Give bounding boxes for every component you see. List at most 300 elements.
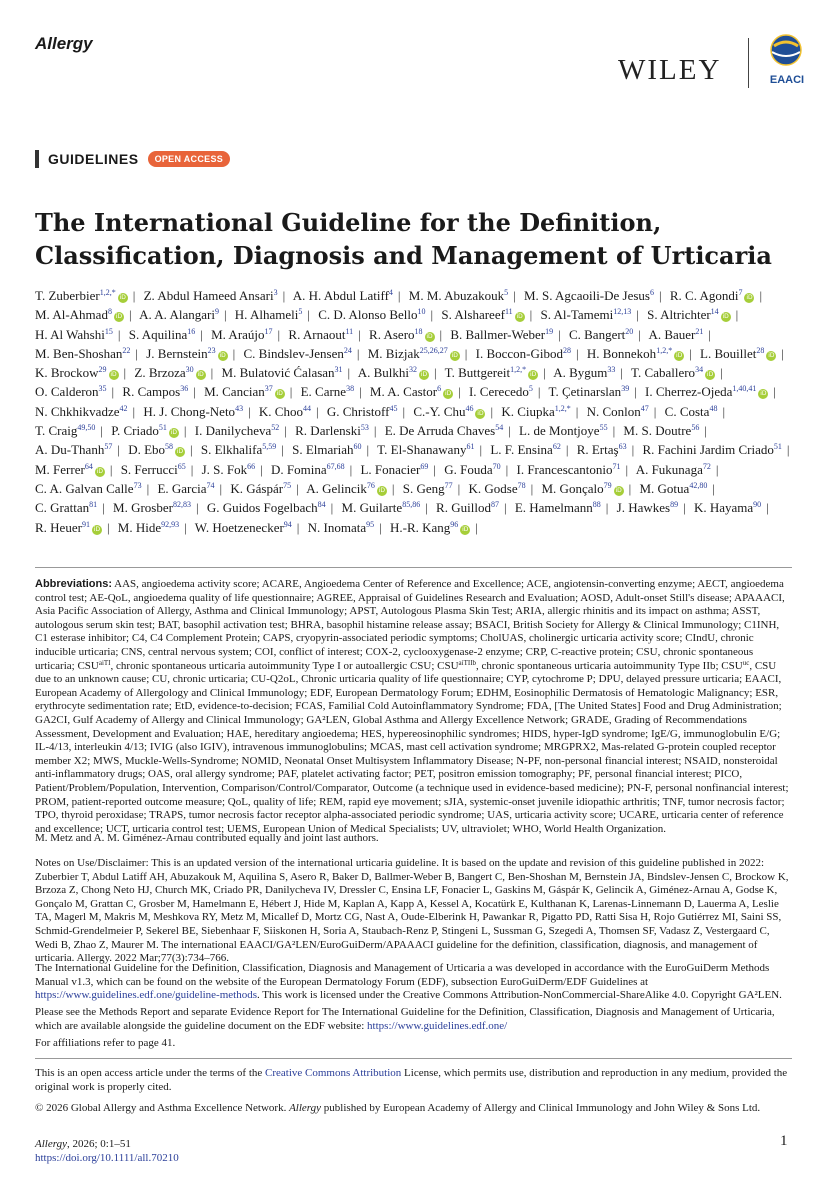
evidence-note: Please see the Methods Report and separate Evidence Report for The International Guideline for the Definition, Classification, Diagnosis and Management of Urticaria, which are available alongside the guideline document on the EDF website: https://www.guidelines.edf.one/ — [35, 1006, 775, 1032]
author-separator: | — [109, 461, 113, 477]
author-separator: | — [434, 365, 437, 381]
author-affiliation: 5 — [298, 307, 303, 317]
author-separator: | — [277, 326, 281, 342]
orcid-icon[interactable]: iD — [197, 371, 204, 379]
orcid-icon[interactable]: iD — [426, 332, 433, 340]
author-entry — [122, 384, 188, 399]
author-entry — [139, 307, 219, 322]
author-affiliation: 70 — [492, 461, 501, 471]
author-name: K. Hayama — [693, 500, 754, 516]
orcid-icon[interactable]: iD — [176, 448, 184, 456]
author-name: Z. Brzoza — [134, 365, 186, 381]
author-name: R. Heuer — [35, 519, 82, 535]
author-name: H. Alhameli — [234, 307, 299, 323]
author-separator: | — [503, 500, 507, 516]
author-separator: | — [689, 345, 692, 361]
author-entry — [35, 346, 130, 361]
author-name: K. Choo — [258, 403, 303, 419]
author-affiliation: 1,2,* — [554, 403, 571, 413]
author-separator: | — [347, 365, 351, 381]
author-entry — [636, 462, 711, 477]
author-separator: | — [123, 365, 127, 381]
author-affiliation: 10 — [417, 307, 426, 317]
author-name: M. Ferrer — [35, 461, 85, 477]
author-entry — [327, 404, 398, 419]
author-entry — [358, 365, 429, 380]
author-separator: | — [638, 326, 641, 342]
author-affiliation: 94 — [283, 519, 292, 529]
author-entry — [587, 404, 649, 419]
author-entry — [342, 500, 421, 515]
author-entry — [385, 423, 503, 438]
orcid-icon[interactable]: iD — [746, 294, 753, 301]
author-name: M. Cancian — [204, 384, 265, 400]
eaaci-logo-text: EAACI — [769, 74, 805, 86]
author-entry — [501, 404, 570, 419]
author-entry — [259, 404, 311, 419]
author-affiliation: 28 — [756, 345, 765, 355]
author-separator: | — [773, 384, 776, 400]
author-name: S. Aquilina — [128, 326, 188, 342]
author-entry — [645, 384, 768, 399]
author-name: M. Guilarte — [341, 500, 403, 516]
author-name: Z. Abdul Hameed Ansari — [143, 288, 274, 303]
orcid-icon[interactable]: iD — [420, 371, 428, 379]
author-entry — [577, 442, 627, 457]
footer-citation — [35, 1137, 179, 1165]
author-separator: | — [786, 442, 790, 458]
author-separator: | — [720, 365, 723, 381]
author-affiliation: 32 — [409, 365, 417, 375]
author-entry — [35, 481, 142, 496]
author-entry — [207, 500, 326, 515]
author-separator: | — [458, 384, 461, 400]
author-entry — [244, 346, 352, 361]
author-separator: | — [781, 345, 784, 361]
copyright-note: © 2026 Global Allergy and Asthma Excellence Network. Allergy published by European Academy of Allergy and Clinical Immunology and John Wiley & Sons Ltd. — [35, 1102, 761, 1114]
author-entry — [35, 288, 128, 303]
author-entry — [436, 500, 499, 515]
author-affiliation: 24 — [343, 345, 352, 355]
author-name: R. C. Agondi — [669, 288, 739, 303]
author-entry — [35, 365, 119, 380]
author-affiliation: 48 — [709, 403, 718, 413]
section-bar — [35, 150, 39, 168]
author-separator: | — [537, 384, 541, 400]
author-affiliation: 44 — [302, 403, 311, 413]
author-entry — [670, 288, 755, 303]
author-entry — [390, 520, 470, 535]
author-name: D. Fomina — [270, 461, 327, 477]
author-affiliation: 42,80 — [689, 480, 708, 490]
orcid-icon[interactable]: iD — [96, 467, 103, 475]
author-name: A. Bauer — [648, 326, 696, 342]
author-separator: | — [430, 307, 434, 323]
orcid-icon[interactable]: iD — [516, 313, 523, 321]
orcid-icon[interactable]: iD — [462, 525, 469, 533]
author-name: N. Conlon — [586, 403, 641, 419]
author-name: C. Costa — [664, 403, 710, 419]
author-affiliation: 45 — [389, 403, 398, 413]
author-name: M. Hide — [117, 519, 162, 535]
author-affiliation: 34 — [695, 365, 704, 375]
author-separator: | — [475, 519, 478, 535]
author-entry — [469, 384, 533, 399]
author-name: S. Altrichter — [647, 307, 711, 323]
author-affiliation: 71 — [612, 461, 621, 471]
author-name: R. Campos — [122, 384, 181, 400]
author-affiliation: 69 — [420, 461, 429, 471]
author-name: G. Guidos Fogelbach — [206, 500, 318, 516]
author-entry — [642, 442, 781, 457]
author-entry — [445, 365, 538, 380]
orcid-icon[interactable]: iD — [529, 371, 537, 379]
author-entry — [700, 346, 776, 361]
orcid-icon[interactable]: iD — [276, 390, 283, 398]
author-affiliation: 84 — [317, 500, 326, 510]
author-affiliation: 77 — [444, 480, 453, 490]
author-affiliation: 72 — [702, 461, 711, 471]
orcid-icon[interactable]: iD — [768, 351, 775, 359]
author-name: S. Elkhalifa — [200, 442, 263, 458]
author-entry — [144, 288, 278, 303]
author-affiliation: 81 — [89, 500, 98, 510]
author-separator: | — [490, 403, 494, 419]
author-name: H.-R. Kang — [390, 519, 451, 535]
author-entry — [222, 365, 343, 380]
author-name: G. Fouda — [444, 461, 493, 477]
author-entry — [157, 481, 214, 496]
author-entry — [631, 365, 715, 380]
author-name: S. Elmariah — [292, 442, 354, 458]
author-name: A. A. Alangari — [139, 307, 215, 323]
author-entry — [409, 288, 508, 303]
author-separator: | — [330, 500, 334, 516]
orcid-icon[interactable]: iD — [110, 371, 117, 379]
author-separator: | — [735, 307, 739, 323]
author-affiliation: 23 — [207, 345, 216, 355]
author-name: S. Ferrucci — [120, 461, 178, 477]
author-affiliation: 64 — [84, 461, 93, 471]
author-separator: | — [282, 288, 286, 303]
author-entry — [293, 288, 393, 303]
author-entry — [549, 384, 630, 399]
author-name: R. Darlenski — [295, 423, 361, 439]
author-affiliation: 92,93 — [161, 519, 180, 529]
author-name: J. Hawkes — [616, 500, 671, 516]
orcid-icon[interactable]: iD — [444, 390, 452, 398]
article-title: The International Guideline for the Definition, Classification, Diagnosis and Management of Urticaria — [35, 208, 772, 270]
author-affiliation: 17 — [264, 326, 273, 336]
author-name: L. Bouillet — [700, 345, 757, 361]
author-affiliation: 11 — [504, 307, 513, 317]
author-separator: | — [558, 326, 561, 342]
evidence-link[interactable]: https://www.guidelines.edf.one/ — [367, 1019, 508, 1032]
author-affiliation: 22 — [122, 345, 131, 355]
author-name: L. F. Ensina — [490, 442, 553, 458]
author-entry — [368, 346, 460, 361]
author-entry — [111, 423, 179, 438]
orcid-icon[interactable]: iD — [219, 351, 226, 359]
author-separator: | — [289, 384, 293, 400]
author-entry — [295, 423, 369, 438]
author-separator: | — [379, 519, 382, 535]
author-name: R. Arnaout — [288, 326, 346, 342]
author-entry — [35, 404, 127, 419]
author-separator: | — [605, 500, 609, 516]
author-affiliation: 33 — [607, 365, 616, 375]
author-name: N. Inomata — [307, 519, 367, 535]
author-entry — [370, 384, 453, 399]
author-affiliation: 76 — [366, 480, 375, 490]
author-entry — [301, 384, 354, 399]
orcid-icon[interactable]: iD — [170, 429, 178, 437]
methods-link[interactable]: https://www.guidelines.edf.one/guideline-methods — [35, 989, 257, 1002]
author-entry — [35, 327, 113, 342]
author-entry — [308, 520, 374, 535]
author-name: H. Bonnekoh — [586, 345, 657, 361]
author-separator: | — [117, 326, 121, 342]
author-affiliation: 78 — [517, 480, 526, 490]
author-affiliation: 87 — [490, 500, 499, 510]
author-name: I. Cerecedo — [468, 384, 529, 400]
author-separator: | — [708, 326, 711, 342]
author-separator: | — [683, 500, 686, 516]
author-affiliation: 46 — [465, 403, 474, 413]
footer-volume: , 2026; 0:1–51 — [66, 1138, 131, 1150]
author-separator: | — [530, 480, 534, 496]
author-name: E. Hamelmann — [514, 500, 593, 516]
author-affiliation: 56 — [691, 423, 700, 433]
author-entry — [271, 462, 345, 477]
author-entry — [476, 346, 571, 361]
author-entry — [617, 500, 678, 515]
author-affiliation: 89 — [670, 500, 679, 510]
author-separator: | — [464, 345, 468, 361]
author-name: K. Ciupka — [501, 403, 555, 419]
author-affiliation: 38 — [346, 384, 355, 394]
author-separator: | — [128, 307, 132, 323]
author-entry — [35, 462, 105, 477]
license-note: This is an open access article under the terms of the Creative Commons Attribution License, which permits use, distribution and reproduction in any medium, provided the original work is properly cited. — [35, 1067, 788, 1093]
author-separator: | — [715, 461, 719, 477]
author-entry — [121, 462, 186, 477]
author-name: M. Bulatović Ćalasan — [221, 365, 335, 381]
orcid-icon[interactable]: iD — [615, 486, 622, 494]
author-separator: | — [425, 500, 428, 516]
author-entry — [35, 442, 112, 457]
author-entry — [134, 365, 205, 380]
author-affiliation: 42 — [119, 403, 128, 413]
author-entry — [230, 481, 291, 496]
author-separator: | — [612, 423, 616, 439]
orcid-icon[interactable]: iD — [706, 371, 714, 379]
logo-divider — [748, 38, 749, 88]
author-entry — [211, 327, 272, 342]
orcid-icon[interactable]: iD — [378, 486, 386, 494]
author-entry — [35, 423, 95, 438]
author-affiliation: 51 — [158, 423, 167, 433]
author-list — [35, 286, 795, 537]
author-separator: | — [513, 288, 516, 303]
orcid-icon[interactable]: iD — [115, 313, 123, 321]
author-name: T. Caballero — [631, 365, 696, 381]
joint-last-authors: M. Metz and A. M. Giménez-Arnau contributed equally and joint last authors. — [35, 832, 379, 844]
author-name: R. Asero — [369, 326, 415, 342]
author-name: J. Bernstein — [146, 345, 208, 361]
author-separator: | — [653, 403, 657, 419]
author-separator: | — [366, 442, 370, 458]
orcid-icon[interactable]: iD — [676, 351, 683, 359]
author-name: I. Cherrez-Ojeda — [645, 384, 733, 400]
orcid-icon[interactable]: iD — [451, 351, 458, 359]
author-affiliation: 1,2,* — [656, 345, 673, 355]
author-separator: | — [296, 519, 300, 535]
author-affiliation: 53 — [360, 423, 369, 433]
author-entry — [360, 462, 428, 477]
divider-top — [35, 567, 792, 568]
author-name: I. Francescantonio — [516, 461, 613, 477]
orcid-icon[interactable]: iD — [93, 525, 101, 533]
author-entry — [113, 500, 191, 515]
author-affiliation: 3 — [273, 288, 278, 297]
author-separator: | — [759, 288, 763, 303]
author-name: M. Bizjak — [367, 345, 420, 361]
author-entry — [553, 365, 615, 380]
author-name: G. Christoff — [326, 403, 390, 419]
author-name: M. Araújo — [211, 326, 265, 342]
author-name: M. M. Abuzakouk — [408, 288, 505, 303]
author-separator: | — [248, 403, 251, 419]
author-separator: | — [439, 326, 443, 342]
author-name: I. Boccon-Gibod — [475, 345, 563, 361]
author-affiliation: 39 — [621, 384, 630, 394]
methods-note: The International Guideline for the Definition, Classification, Diagnosis and Management of Urticaria a was developed in accordance with the EuroGuiDerm Methods Manual v1.3, which can be found on the website of the European Dermatology Forum (EDF), subsection EuroGuiDerm/EDF Guidelines at https://www.guidelines.edf.one/guideline-methods. This work is licensed under the Creative Commons Attribution-NonCommercial-ShareAlike 4.0. Copyright GA²LEN. — [35, 962, 782, 1002]
author-affiliation: 14 — [710, 307, 719, 317]
author-separator: | — [457, 480, 461, 496]
author-affiliation: 9 — [214, 307, 219, 317]
author-entry — [517, 462, 621, 477]
author-separator: | — [232, 345, 236, 361]
author-affiliation: 18 — [414, 326, 423, 336]
author-entry — [450, 327, 553, 342]
author-affiliation: 96 — [450, 519, 459, 529]
author-entry — [441, 307, 524, 322]
author-affiliation: 67,68 — [326, 461, 345, 471]
author-entry — [143, 404, 243, 419]
author-affiliation: 57 — [104, 442, 113, 452]
author-name: C. Bindslev-Jensen — [243, 345, 344, 361]
author-entry — [665, 404, 718, 419]
author-affiliation: 79 — [603, 480, 612, 490]
author-name: T. Zuberbier — [35, 288, 100, 303]
orcid-icon[interactable]: iD — [722, 313, 729, 321]
license-link[interactable]: Creative Commons Attribution — [265, 1067, 402, 1079]
author-name: E. Garcia — [157, 480, 207, 496]
author-entry — [490, 442, 561, 457]
author-entry — [648, 327, 703, 342]
author-entry — [288, 327, 353, 342]
author-separator: | — [575, 403, 579, 419]
doi-link[interactable]: https://doi.org/10.1111/all.70210 — [35, 1152, 179, 1164]
author-name: M. Ben-Shoshan — [35, 345, 123, 361]
author-separator: | — [402, 403, 406, 419]
author-name: A. Bulkhi — [357, 365, 409, 381]
author-separator: | — [190, 442, 193, 458]
author-separator: | — [391, 480, 395, 496]
author-separator: | — [433, 461, 436, 477]
author-separator: | — [210, 365, 214, 381]
author-separator: | — [284, 423, 287, 439]
author-affiliation: 65 — [177, 461, 186, 471]
author-name: R. Ertaş — [576, 442, 619, 458]
author-affiliation: 55 — [599, 423, 608, 433]
author-name: S. Geng — [402, 480, 445, 496]
author-entry — [35, 520, 102, 535]
author-separator: | — [543, 365, 546, 381]
orcid-icon[interactable]: iD — [119, 294, 126, 301]
author-name: B. Ballmer-Weber — [450, 326, 546, 342]
author-affiliation: 54 — [495, 423, 504, 433]
author-affiliation: 61 — [466, 442, 475, 452]
author-affiliation: 75 — [283, 480, 292, 490]
author-entry — [647, 307, 731, 322]
author-separator: | — [102, 500, 105, 516]
divider-bottom — [35, 1058, 792, 1059]
author-entry — [318, 307, 425, 322]
section-header — [35, 150, 230, 168]
author-separator: | — [183, 423, 187, 439]
author-entry — [35, 384, 107, 399]
author-entry — [519, 423, 608, 438]
author-affiliation: 5 — [528, 384, 533, 394]
author-entry — [235, 307, 303, 322]
author-affiliation: 52 — [271, 423, 280, 433]
author-name: C. A. Galvan Calle — [35, 480, 134, 496]
author-name: A. Du-Thanh — [35, 442, 105, 458]
notes-disclaimer: Notes on Use/Disclaimer: This is an updated version of the international urticaria guideline. It is based on the update and revision of this guideline published in 2022: Zuberbier T, Abdul Latiff AH, Abuzakouk M, Aquilina S, Asero R, Baker D, Ballmer-Weber B, Bangert C, Ben-Shoshan M, Bernstein JA, Bindslev-Jensen C, Brockow K, Brzoza Z, Chong Neto HJ, Church MK, Criado PR, Danilycheva IV, Dressler C, Ensina LF, Fonacier L, Gaskins M, Gáspár K, Gelincik A, Giménez-Arnau A, Godse K, Gonçalo M, Grattan C, Grosber M, Hamelmann E, Hébert J, Hide M, Kaplan A, Kapp A, Kessel A, Kocatürk E, Kulthanan K, Larenas-Linnemann D, Lauerma A, Leslie TA, Magerl M, Makris M, Meshkova RY, Metz M, Micallef D, Mortz CG, Nast A, Oude-Elberink H, Pawankar R, Pigatto PD, Ratti Sisa H, Rojo Gutiérrez MI, Saini SS, Schmid-Grendelmeier P, Sekerel BE, Siebenhaar F, Siiskonen H, Soria A, Staubach-Renz P, Stingeni L, Sussman G, Szegedi A, Thomsen SF, Vadasz Z, Vestergaard C, Wedi B, Zhao Z, Maurer M. The international EAACI/GA²LEN/EuroGuiDerm/APAAACI guideline for the definition, classification, diagnosis, and management of urticaria. Allergy. 2022 Mar;77(3):734–766. — [35, 857, 789, 965]
author-affiliation: 30 — [185, 365, 194, 375]
author-separator: | — [628, 480, 632, 496]
author-affiliation: 90 — [753, 500, 762, 510]
author-separator: | — [373, 423, 377, 439]
author-name: C.-Y. Chu — [413, 403, 466, 419]
footer-journal: Allergy — [35, 1138, 67, 1150]
author-entry — [201, 442, 276, 457]
author-entry — [146, 346, 227, 361]
orcid-icon[interactable]: iD — [760, 390, 767, 398]
author-name: T. Craig — [35, 423, 78, 439]
author-affiliation: 88 — [592, 500, 601, 510]
author-separator: | — [106, 519, 110, 535]
orcid-icon[interactable]: iD — [477, 409, 484, 417]
author-entry — [569, 327, 633, 342]
author-name: T. Çetinarslan — [548, 384, 622, 400]
author-separator: | — [575, 345, 579, 361]
open-access-badge[interactable]: OPEN ACCESS — [148, 151, 230, 167]
author-affiliation: 73 — [133, 480, 142, 490]
author-entry — [204, 384, 285, 399]
author-separator: | — [704, 423, 707, 439]
author-name: H. Al Wahshi — [35, 326, 105, 342]
author-entry — [524, 288, 654, 303]
author-separator: | — [296, 480, 299, 496]
author-entry — [195, 520, 292, 535]
author-affiliation: 36 — [180, 384, 189, 394]
author-separator: | — [766, 500, 769, 516]
author-entry — [128, 442, 185, 457]
author-separator: | — [349, 461, 353, 477]
